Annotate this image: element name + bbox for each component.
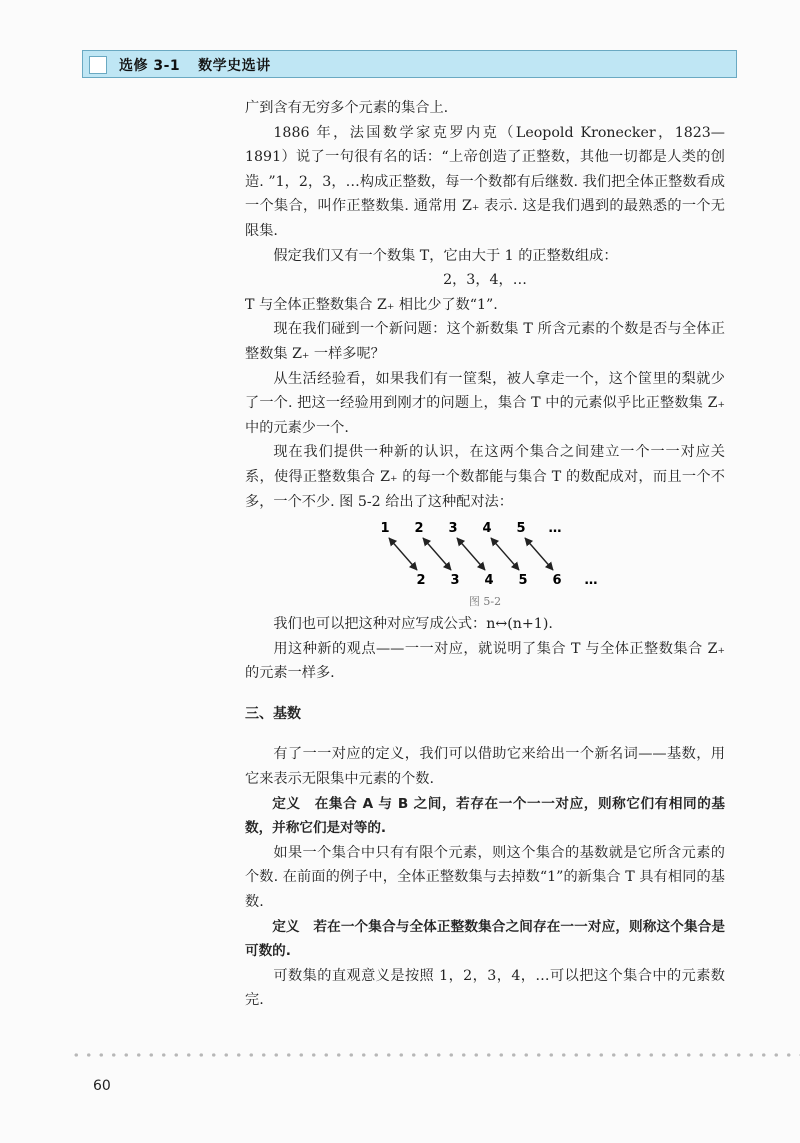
bottom-row-number: …	[584, 573, 598, 589]
correspondence-arrow	[423, 538, 451, 570]
correspondence-arrow	[457, 538, 485, 570]
correspondence-arrow	[525, 538, 553, 570]
paragraph-8: 我们也可以把这种对应写成公式：n↔(n+1).	[273, 616, 553, 633]
paragraph-2: 1886 年，法国数学家克罗内克（Leopold Kronecker，1823—1891）说了一句很有名的话：“上帝创造了正整数，其他一切都是人类的创造. ”1，2，3，…构成正整数，每一个数都有后继数. 我们把全体正整数看成一个集合，叫作正整数集. 通常用 Z₊ 表示. 这是我们遇到的最熟悉的一个无限集.	[245, 124, 725, 239]
paragraph-4: T 与全体正整数集合 Z₊ 相比少了数“1”.	[245, 296, 498, 313]
definition-1: 定义 在集合 A 与 B 之间，若存在一个一一对应，则称它们有相同的基数，并称它们是对等的.	[245, 795, 725, 837]
page-body	[245, 96, 725, 1013]
page-number: 60	[93, 1078, 111, 1094]
top-row-number: …	[548, 521, 562, 537]
bottom-row-number: 6	[552, 573, 562, 589]
top-row-number: 3	[448, 521, 458, 537]
paragraph-12: 可数集的直观意义是按照 1，2，3，4，…可以把这个集合中的元素数完.	[245, 967, 725, 1009]
chapter-header	[82, 50, 737, 78]
paragraph-10: 有了一一对应的定义，我们可以借助它来给出一个新名词——基数，用它来表示无限集中元素的个数.	[245, 746, 725, 788]
correspondence-arrow	[389, 538, 417, 570]
paragraph-1: 广到含有无穷多个元素的集合上.	[245, 100, 449, 116]
section-heading: 三、基数	[245, 705, 301, 722]
paragraph-6: 从生活经验看，如果我们有一筐梨，被人拿走一个，这个筐里的梨就少了一个. 把这一经验用到刚才的问题上，集合 T 中的元素似乎比正整数集 Z₊ 中的元素少一个.	[245, 370, 725, 436]
top-row-number: 5	[516, 521, 526, 537]
footer-dotted-rule	[70, 1052, 800, 1058]
bottom-row-number: 5	[518, 573, 528, 589]
bottom-row-number: 3	[450, 573, 460, 589]
paragraph-5: 现在我们碰到一个新问题：这个新数集 T 所含元素的个数是否与全体正整数集 Z₊ 一样多呢？	[245, 321, 725, 362]
paragraph-3: 假定我们又有一个数集 T，它由大于 1 的正整数组成：	[273, 247, 618, 264]
pairing-figure	[245, 518, 725, 590]
top-row-number: 1	[380, 521, 390, 537]
definition-2: 定义 若在一个集合与全体正整数集合之间存在一一对应，则称这个集合是可数的.	[245, 918, 725, 960]
correspondence-arrow	[491, 538, 519, 570]
top-row-number: 2	[414, 521, 424, 537]
bottom-row-number: 2	[416, 573, 426, 589]
course-label: 选修 3-1	[119, 58, 181, 74]
formula-set-t: 2，3，4，…	[443, 272, 527, 289]
bottom-row-number: 4	[484, 573, 494, 589]
figure-caption: 图 5-2	[468, 595, 502, 609]
pairing-diagram	[245, 518, 725, 590]
header-text	[119, 55, 289, 75]
paragraph-11: 如果一个集合中只有有限个元素，则这个集合的基数就是它所含元素的个数. 在前面的例子中，全体正整数集与去掉数“1”的新集合 T 具有相同的基数.	[245, 844, 725, 911]
section-title-header: 数学史选讲	[198, 58, 271, 74]
top-row-number: 4	[482, 521, 492, 537]
paragraph-7: 现在我们提供一种新的认识，在这两个集合之间建立一个一一对应关系，使得正整数集合 Z₊ 的每一个数都能与集合 T 的数配成对，而且一个不多，一个不少. 图 5-2 给出了这种配对法：	[245, 444, 725, 510]
header-square-icon	[89, 56, 107, 74]
paragraph-9: 用这种新的观点——一一对应，就说明了集合 T 与全体正整数集合 Z₊ 的元素一样多.	[245, 640, 725, 682]
